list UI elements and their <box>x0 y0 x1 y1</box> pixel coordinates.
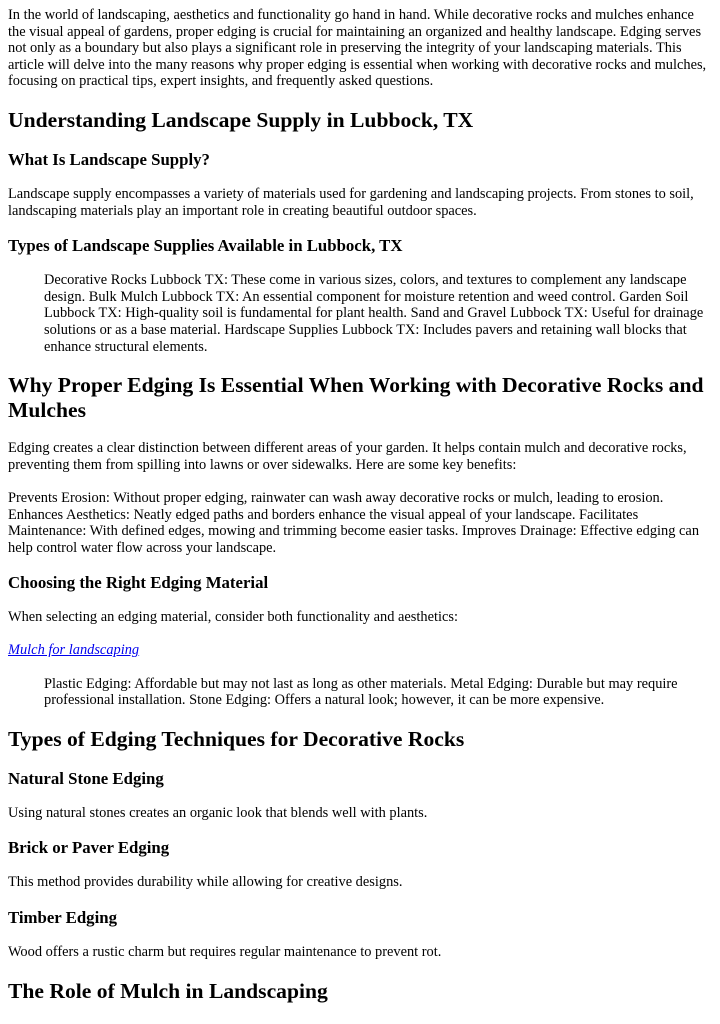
subheading-what-is-landscape-supply: What Is Landscape Supply? <box>8 149 210 169</box>
section-heading-edging-techniques: Types of Edging Techniques for Decorative Rocks <box>8 726 465 751</box>
link-paragraph <box>8 642 712 659</box>
paragraph-edging-benefits: Prevents Erosion: Without proper edging, rainwater can wash away decorative rocks or mulch, leading to erosion. Enhances Aesthetics: Neatly edged paths and borders enhance the visual appeal of your landscape. Facilitates Maintenance: With defined edges, mowing and trimming become easier tasks. Improves Drainage: Effective edging can help control water flow across your landscape. <box>8 489 700 556</box>
subheading-choosing-material: Choosing the Right Edging Material <box>8 573 269 593</box>
subheading-brick-paver: Brick or Paver Edging <box>8 838 170 858</box>
paragraph-landscape-supply: Landscape supply encompasses a variety of materials used for gardening and landscaping projects. From stones to soil, landscaping materials play an important role in creating beautiful outdoor spaces. <box>8 185 694 219</box>
section-heading-why-edging: Why Proper Edging Is Essential When Working with Decorative Rocks and Mulches <box>8 373 704 423</box>
paragraph-choosing-material: When selecting an edging material, consider both functionality and aesthetics: <box>8 609 458 626</box>
mulch-for-landscaping-link[interactable]: Mulch for landscaping <box>8 642 140 659</box>
subheading-types-of-supplies: Types of Landscape Supplies Available in Lubbock, TX <box>8 236 403 256</box>
section-heading-role-of-mulch: The Role of Mulch in Landscaping <box>8 978 328 1003</box>
article <box>0 7 720 1004</box>
section-heading-landscape-supply: Understanding Landscape Supply in Lubbock, TX <box>8 107 474 132</box>
paragraph-brick-paver: This method provides durability while allowing for creative designs. <box>8 874 403 891</box>
intro-paragraph: In the world of landscaping, aesthetics and functionality go hand in hand. While decorative rocks and mulches enhance the visual appeal of gardens, proper edging is crucial for maintaining an organized and healthy landscape. Edging serves not only as a boundary but also plays a significant role in preserving the integrity of your landscaping materials. This article will delve into the many reasons why proper edging is essential when working with decorative rocks and mulches, focusing on practical tips, expert insights, and frequently asked questions. <box>8 7 707 90</box>
paragraph-timber: Wood offers a rustic charm but requires regular maintenance to prevent rot. <box>8 944 442 961</box>
paragraph-edging-intro: Edging creates a clear distinction between different areas of your garden. It helps contain mulch and decorative rocks, preventing them from spilling into lawns or over sidewalks. Here are some key benefits: <box>8 440 687 473</box>
subheading-natural-stone: Natural Stone Edging <box>8 768 164 788</box>
paragraph-natural-stone: Using natural stones creates an organic look that blends well with plants. <box>8 804 428 821</box>
supplies-list-quote: Decorative Rocks Lubbock TX: These come in various sizes, colors, and textures to complement any landscape design. Bulk Mulch Lubbock TX: An essential component for moisture retention and weed control. Garden Soil Lubbock TX: High-quality soil is fundamental for plant health. Sand and Gravel Lubbock TX: Useful for drainage solutions or as a base material. Hardscape Supplies Lubbock TX: Includes pavers and retaining wall blocks that enhance structural elements. <box>44 272 704 355</box>
edging-materials-quote: Plastic Edging: Affordable but may not last as long as other materials. Metal Edging: Durable but may require professional installation. Stone Edging: Offers a natural look; however, it can be more expensive. <box>44 675 678 709</box>
subheading-timber: Timber Edging <box>8 908 117 928</box>
